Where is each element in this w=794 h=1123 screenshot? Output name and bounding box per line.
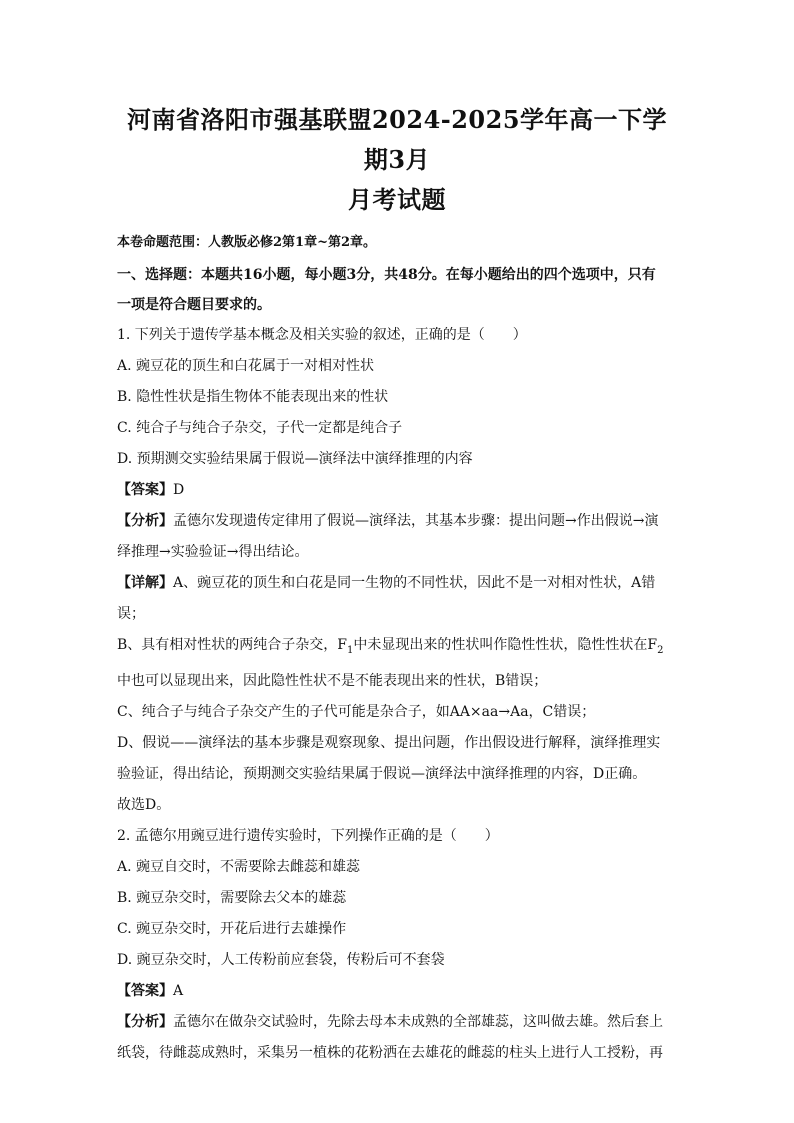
question-2-option-b: B. 豌豆杂交时，需要除去父本的雄蕊	[117, 889, 347, 906]
question-1-option-b: B. 隐性性状是指生物体不能表现出来的性状	[117, 389, 389, 405]
detail-tag: 【详解】	[117, 575, 173, 591]
exam-scope: 本卷命题范围：人教版必修2第1章~第2章。	[117, 235, 377, 250]
question-2-option-c: C. 豌豆杂交时，开花后进行去雄操作	[117, 920, 347, 937]
analysis-tag: 【分析】	[117, 1013, 173, 1030]
detail-b-text-1b: 中未显现出来的性状叫作隐性性状，隐性性状在F	[353, 637, 658, 653]
question-2-analysis	[117, 1007, 677, 1069]
title-line-1: 河南省洛阳市强基联盟2024-2025学年高一下学期3月	[126, 105, 668, 174]
answer-tag: 【答案】	[117, 482, 173, 498]
question-1-option-a: A. 豌豆花的顶生和白花属于一对相对性状	[117, 358, 375, 374]
analysis-text-2: 绎推理→实验验证→得出结论。	[117, 544, 309, 560]
detail-b-sub-2: 2	[657, 644, 664, 656]
question-1-conclusion: 故选D。	[117, 796, 171, 813]
analysis-text-1: 孟德尔在做杂交试验时，先除去母本未成熟的全部雄蕊，这叫做去雄。然后套上	[173, 1013, 663, 1030]
analysis-text-2: 纸袋，待雌蕊成熟时，采集另一植株的花粉洒在去雄花的雌蕊的柱头上进行人工授粉，再	[117, 1044, 663, 1061]
detail-d-text-2: 验验证，得出结论，预期测交实验结果属于假说—演绎法中演绎推理的内容，D正确。	[117, 765, 647, 782]
section-heading	[117, 260, 677, 320]
analysis-tag: 【分析】	[117, 513, 173, 529]
detail-b-text-1a: B、具有相对性状的两纯合子杂交，F	[117, 637, 348, 653]
detail-d-text-1: D、假说——演绎法的基本步骤是观察现象、提出问题，作出假设进行解释，演绎推理实	[117, 734, 661, 751]
question-1-detail-d	[117, 728, 677, 790]
question-1-option-d: D. 预期测交实验结果属于假说—演绎法中演绎推理的内容	[117, 451, 473, 467]
answer-tag: 【答案】	[117, 982, 173, 999]
question-1-detail-b	[117, 630, 677, 697]
document-page	[117, 100, 677, 1069]
question-2-answer	[117, 976, 677, 1007]
question-1-stem: 1. 下列关于遗传学基本概念及相关实验的叙述，正确的是（ ）	[117, 327, 527, 343]
question-2-stem: 2. 孟德尔用豌豆进行遗传实验时，下列操作正确的是（ ）	[117, 827, 499, 844]
question-1-option-c: C. 纯合子与纯合子杂交，子代一定都是纯合子	[117, 420, 403, 436]
document-title	[117, 100, 677, 220]
question-1-detail-a	[117, 568, 677, 630]
question-1-detail-c: C、纯合子与纯合子杂交产生的子代可能是杂合子，如AA×aa→Aa，C错误；	[117, 703, 596, 720]
detail-a-text-2: 误；	[117, 606, 145, 622]
question-2-option-a: A. 豌豆自交时，不需要除去雌蕊和雄蕊	[117, 858, 361, 875]
section-heading-line-1: 一、选择题：本题共16小题，每小题3分，共48分。在每小题给出的四个选项中，只有	[117, 267, 656, 283]
question-1-answer	[117, 475, 677, 506]
section-heading-line-2: 一项是符合题目要求的。	[117, 297, 271, 313]
answer-value: D	[173, 482, 185, 498]
answer-value: A	[173, 982, 184, 999]
question-1-analysis	[117, 506, 677, 568]
question-2-option-d: D. 豌豆杂交时，人工传粉前应套袋，传粉后可不套袋	[117, 951, 445, 968]
detail-b-sub-1: 1	[347, 644, 354, 656]
detail-a-text-1: A、豌豆花的顶生和白花是同一生物的不同性状，因此不是一对相对性状，A错	[173, 575, 656, 591]
title-line-2: 月考试题	[348, 185, 446, 214]
analysis-text-1: 孟德尔发现遗传定律用了假说—演绎法，其基本步骤：提出问题→作出假说→演	[173, 513, 659, 529]
detail-b-text-2: 中也可以显现出来，因此隐性性状不是不能表现出来的性状，B错误；	[117, 672, 548, 689]
